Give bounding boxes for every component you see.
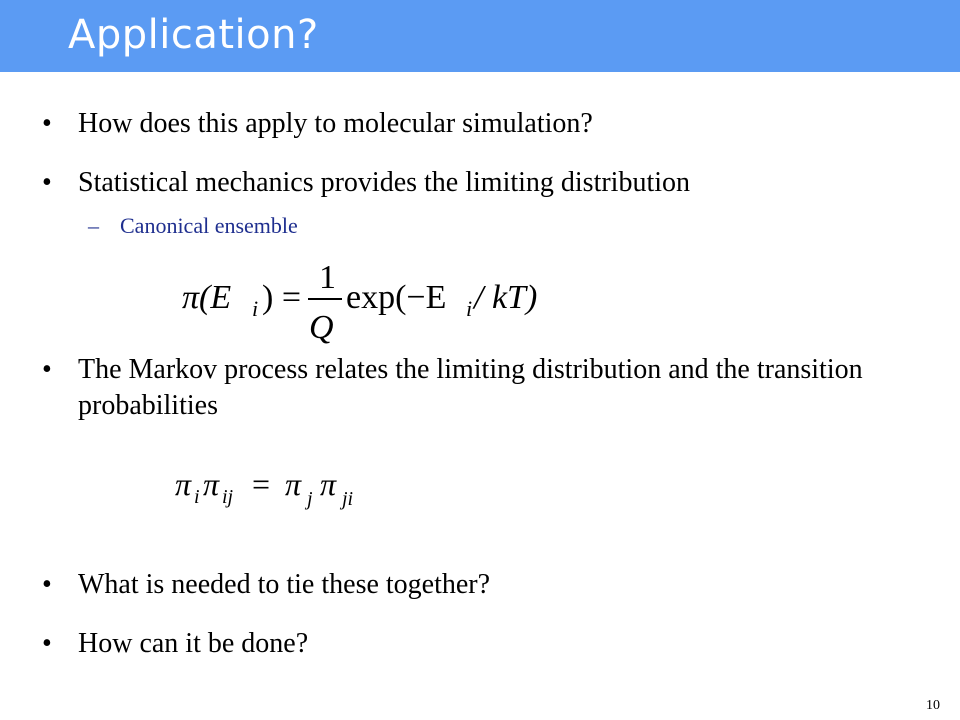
sub-bullet-text: Canonical ensemble — [120, 213, 298, 238]
eq2-sub-2: ij — [222, 486, 234, 508]
bullet-marker: • — [42, 108, 52, 139]
page-number: 10 — [926, 698, 940, 713]
eq1-rhs-b: / kT) — [474, 279, 538, 316]
eq2-pi-4: π — [320, 466, 337, 502]
detailed-balance-equation — [175, 465, 375, 515]
eq2-pi-3: π — [285, 466, 302, 502]
eq1-lhs-close: ) = — [262, 279, 301, 316]
bullet-text: Statistical mechanics provides the limiting distribution — [78, 167, 691, 198]
svg-text:π(E — [182, 279, 231, 316]
bullet-text: What is needed to tie these together? — [78, 569, 491, 600]
sub-bullet-marker: – — [88, 213, 99, 238]
eq1-rhs-sub: i — [466, 296, 473, 321]
boltzmann-equation — [182, 250, 562, 350]
title-bar — [0, 0, 960, 72]
eq1-lhs-sub: i — [252, 296, 259, 321]
bullet-marker: • — [42, 628, 52, 659]
eq1-lhs: π(E — [182, 279, 232, 316]
eq1-rhs-a: exp(−E — [346, 279, 447, 316]
eq2-sub-3: j — [307, 488, 313, 510]
bullet-text: How can it be done? — [78, 628, 309, 659]
bullet-marker: • — [42, 569, 52, 600]
bullet-marker: • — [42, 167, 52, 198]
eq2-equals: = — [252, 466, 271, 502]
eq2-sub-4: ji — [342, 488, 354, 510]
bullet-item — [42, 352, 922, 432]
eq2-pi-2: π — [203, 466, 220, 502]
eq2-sub-1: i — [194, 486, 200, 508]
slide-title: Application? — [68, 12, 319, 58]
bullet-text: How does this apply to molecular simulation? — [78, 108, 593, 139]
bullet-marker: • — [42, 354, 52, 385]
bullet-text: The Markov process relates the limiting distribution and the transition probabilities — [78, 354, 863, 421]
eq2-pi-1: π — [175, 466, 192, 502]
eq1-numerator: 1 — [319, 259, 336, 296]
eq1-denominator: Q — [309, 309, 334, 346]
